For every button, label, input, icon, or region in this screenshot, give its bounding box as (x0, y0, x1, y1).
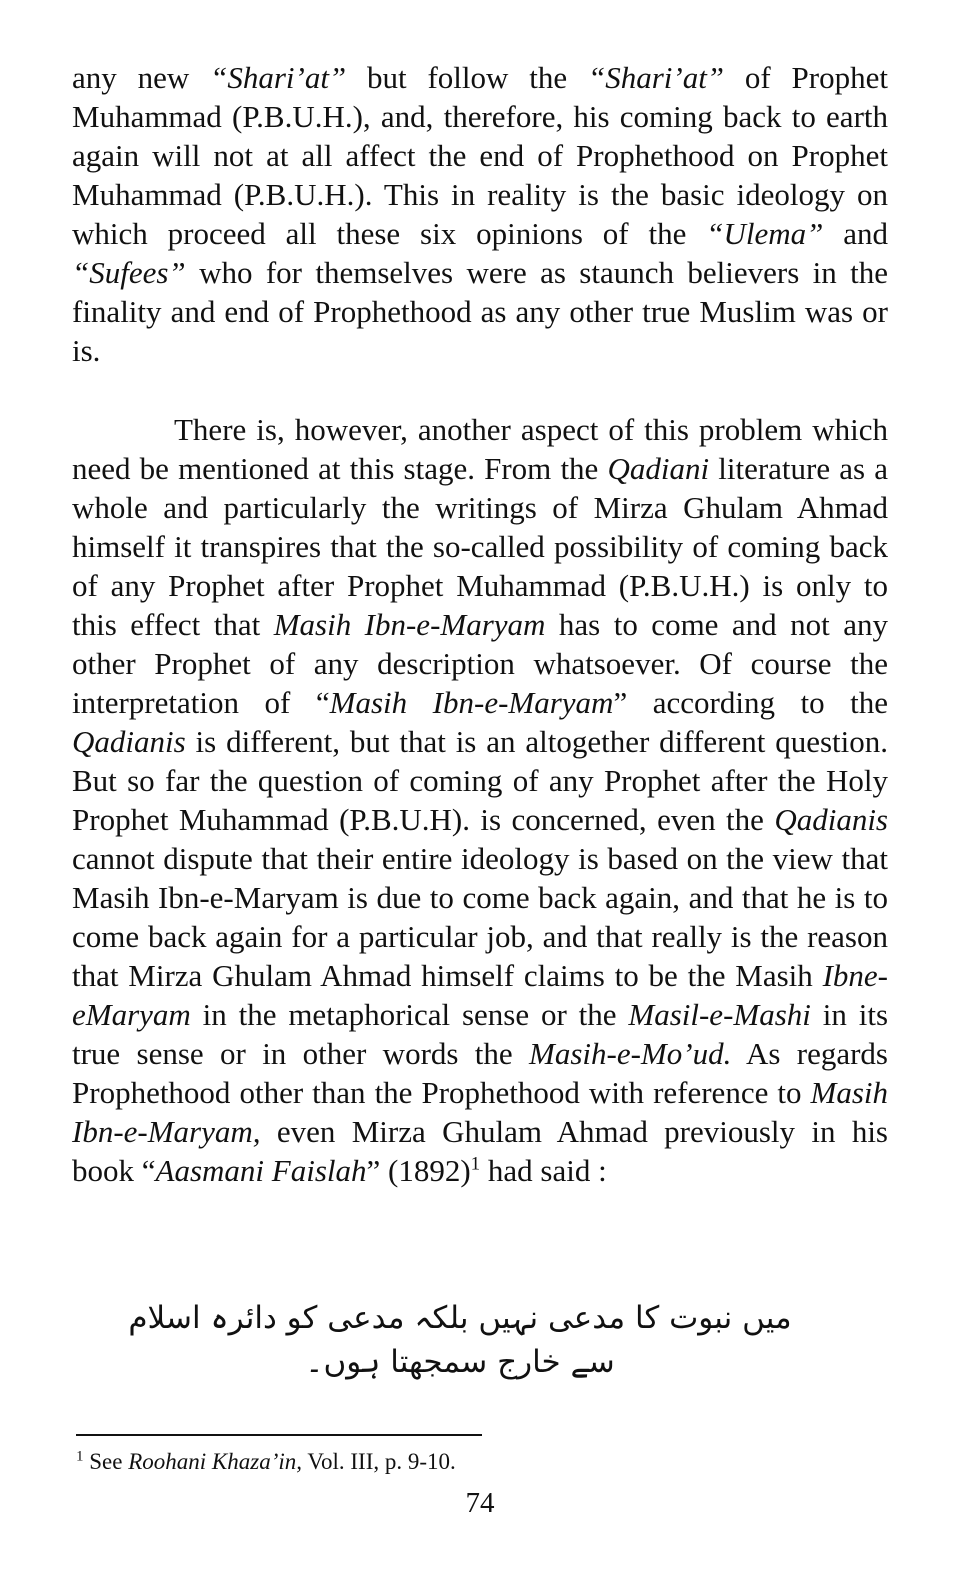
footnote-marker: 1 (76, 1448, 84, 1465)
footnote (76, 1447, 776, 1477)
text-span: Vol. III, p. 9-10. (302, 1449, 456, 1474)
text-span: had said : (480, 1153, 607, 1188)
text-span: in the metaphorical sense or the (190, 997, 629, 1032)
text-span: ” (1892) (366, 1153, 471, 1188)
text-span: in its true sense or in other words the (72, 997, 889, 1071)
text-span: See (83, 1449, 129, 1474)
text-span: There is, however, another aspect of this problem which need be mentioned at this stage. From the (72, 412, 888, 486)
paragraph-1 (72, 58, 888, 370)
italic-term: Masih-e-Mo’ud. (529, 1036, 732, 1071)
text-span: any new (72, 60, 211, 95)
italic-term: Qadianis (72, 724, 186, 759)
italic-term: Ibne-eMaryam (72, 958, 888, 1032)
italic-term: “Shari’at” (210, 60, 347, 95)
italic-term: Masil-e-Mashi (628, 997, 811, 1032)
italic-term: Masih Ibn-e-Maryam, (72, 1075, 888, 1149)
italic-term: Roohani Khaza’in, (128, 1449, 302, 1474)
italic-term: “Sufees” (72, 255, 186, 290)
text-span: even Mirza Ghulam Ahmad previously in his book “ (72, 1114, 888, 1188)
paragraph-2 (72, 410, 888, 1190)
italic-term: Aasmani Faislah (155, 1153, 367, 1188)
text-span: cannot dispute that their entire ideology is based on the view that Masih Ibn-e-Maryam is due to come back again, and that he is to come back again for a particular job, and that really is the reason that Mirza Ghulam Ahmad himself claims to be the Masih (72, 841, 888, 993)
text-span: ” according to the (613, 685, 888, 720)
text-span: is different, but that is an altogether different question. But so far the question of coming of any Prophet after the Holy Prophet Muhammad (P.B.U.H). is concerned, even the (72, 724, 888, 837)
italic-term: Masih Ibn-e-Maryam (329, 685, 614, 720)
text-span: literature as a whole and particularly the writings of Mirza Ghulam Ahmad himself it transpires that the so-called possibility of coming back of any Prophet after Prophet Muhammad (P.B.U.H.) is only to this effect that (72, 451, 888, 642)
text-span: who for themselves were as staunch believers in the finality and end of Prophethood as any other true Muslim was or is. (72, 255, 888, 368)
text-span: As regards Prophethood other than the Prophethood with reference to (72, 1036, 888, 1110)
footnote-reference: 1 (470, 1153, 481, 1175)
italic-term: Qadiani (607, 451, 710, 486)
text-span: has to come and not any other Prophet of any description whatsoever. Of course the interpretation of “ (72, 607, 888, 720)
page-number: 74 (465, 1487, 495, 1519)
text-span: of Prophet Muhammad (P.B.U.H.), and, therefore, his coming back to earth again will not at all affect the end of Prophethood on Prophet Muhammad (P.B.U.H.). This in reality is the basic ideology on which proceed all these six opinions of the (72, 60, 888, 251)
footnote-divider (76, 1434, 482, 1436)
italic-term: Masih Ibn-e-Maryam (273, 607, 546, 642)
text-span: but follow the (346, 60, 588, 95)
text-span: and (823, 216, 888, 251)
italic-term: Qadianis (774, 802, 888, 837)
italic-term: “Ulema” (706, 216, 824, 251)
urdu-quotation: میں نبوت کا مدعی نہیں بلکہ مدعی کو دائرہ اسلام سے خارج سمجھتا ہوں۔ (128, 1300, 792, 1380)
italic-term: “Shari’at” (587, 60, 725, 95)
